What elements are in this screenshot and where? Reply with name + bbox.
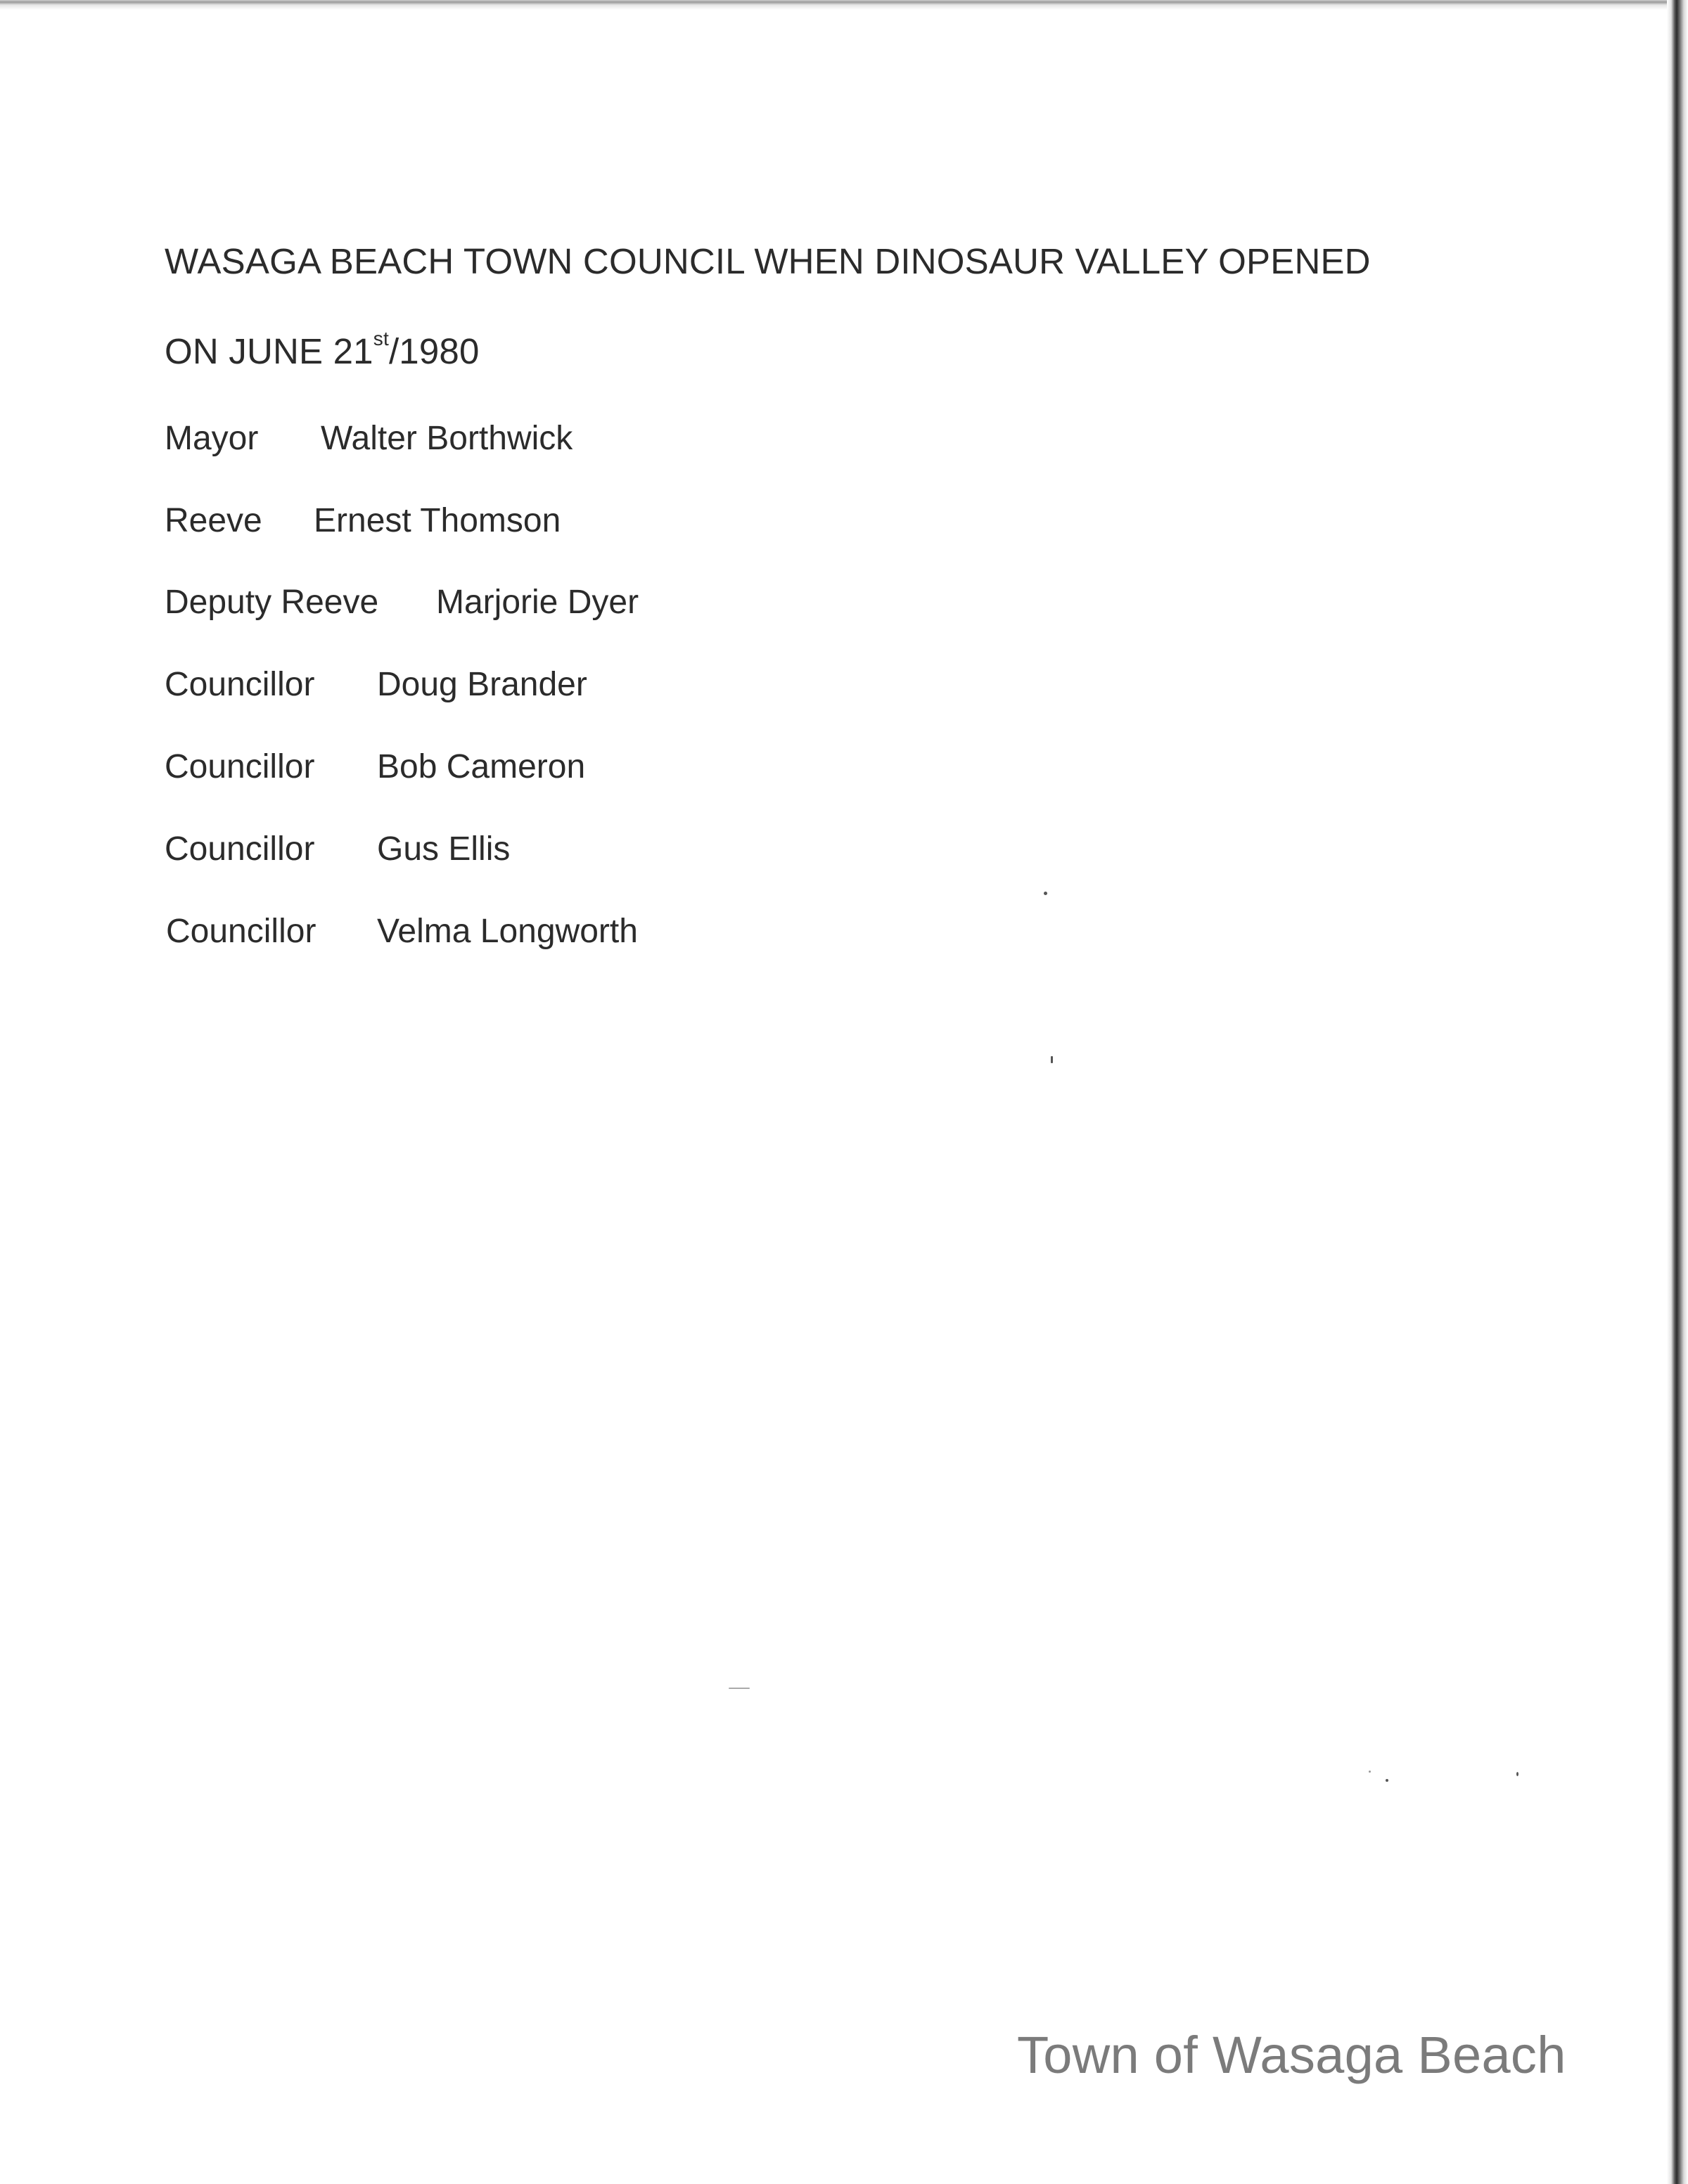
council-role: Mayor [165,420,259,457]
date-year: /1980 [388,331,480,371]
date-prefix: ON JUNE 21 [165,331,373,371]
date-ordinal-suffix: st [373,328,389,349]
document-title [165,240,1371,282]
council-row-deputy-reeve [165,583,1149,625]
council-name: Ernest Thomson [314,502,561,539]
council-row-councillor [165,830,1149,872]
council-name: Marjorie Dyer [436,584,639,621]
council-name: Velma Longworth [377,913,638,950]
council-role: Reeve [165,502,262,539]
council-role: Councillor [165,830,315,868]
source-footer: Town of Wasaga Beach [1017,2026,1566,2084]
council-name: Gus Ellis [377,830,511,868]
document-subtitle-date [165,330,480,372]
council-role: Councillor [165,748,315,785]
council-row-reeve [165,501,1149,544]
council-row-mayor [165,419,1149,461]
council-name: Walter Borthwick [321,420,573,457]
council-row-councillor [165,665,1149,707]
council-name: Bob Cameron [377,748,586,785]
council-name: Doug Brander [377,666,587,703]
title-line-1: WASAGA BEACH TOWN COUNCIL WHEN DINOSAUR VALLEY OPENED [165,241,1371,281]
council-role: Deputy Reeve [165,584,379,621]
council-role: Councillor [165,666,315,703]
council-role: Councillor [166,913,316,950]
council-row-councillor [165,747,1149,790]
council-row-councillor [166,912,1151,954]
